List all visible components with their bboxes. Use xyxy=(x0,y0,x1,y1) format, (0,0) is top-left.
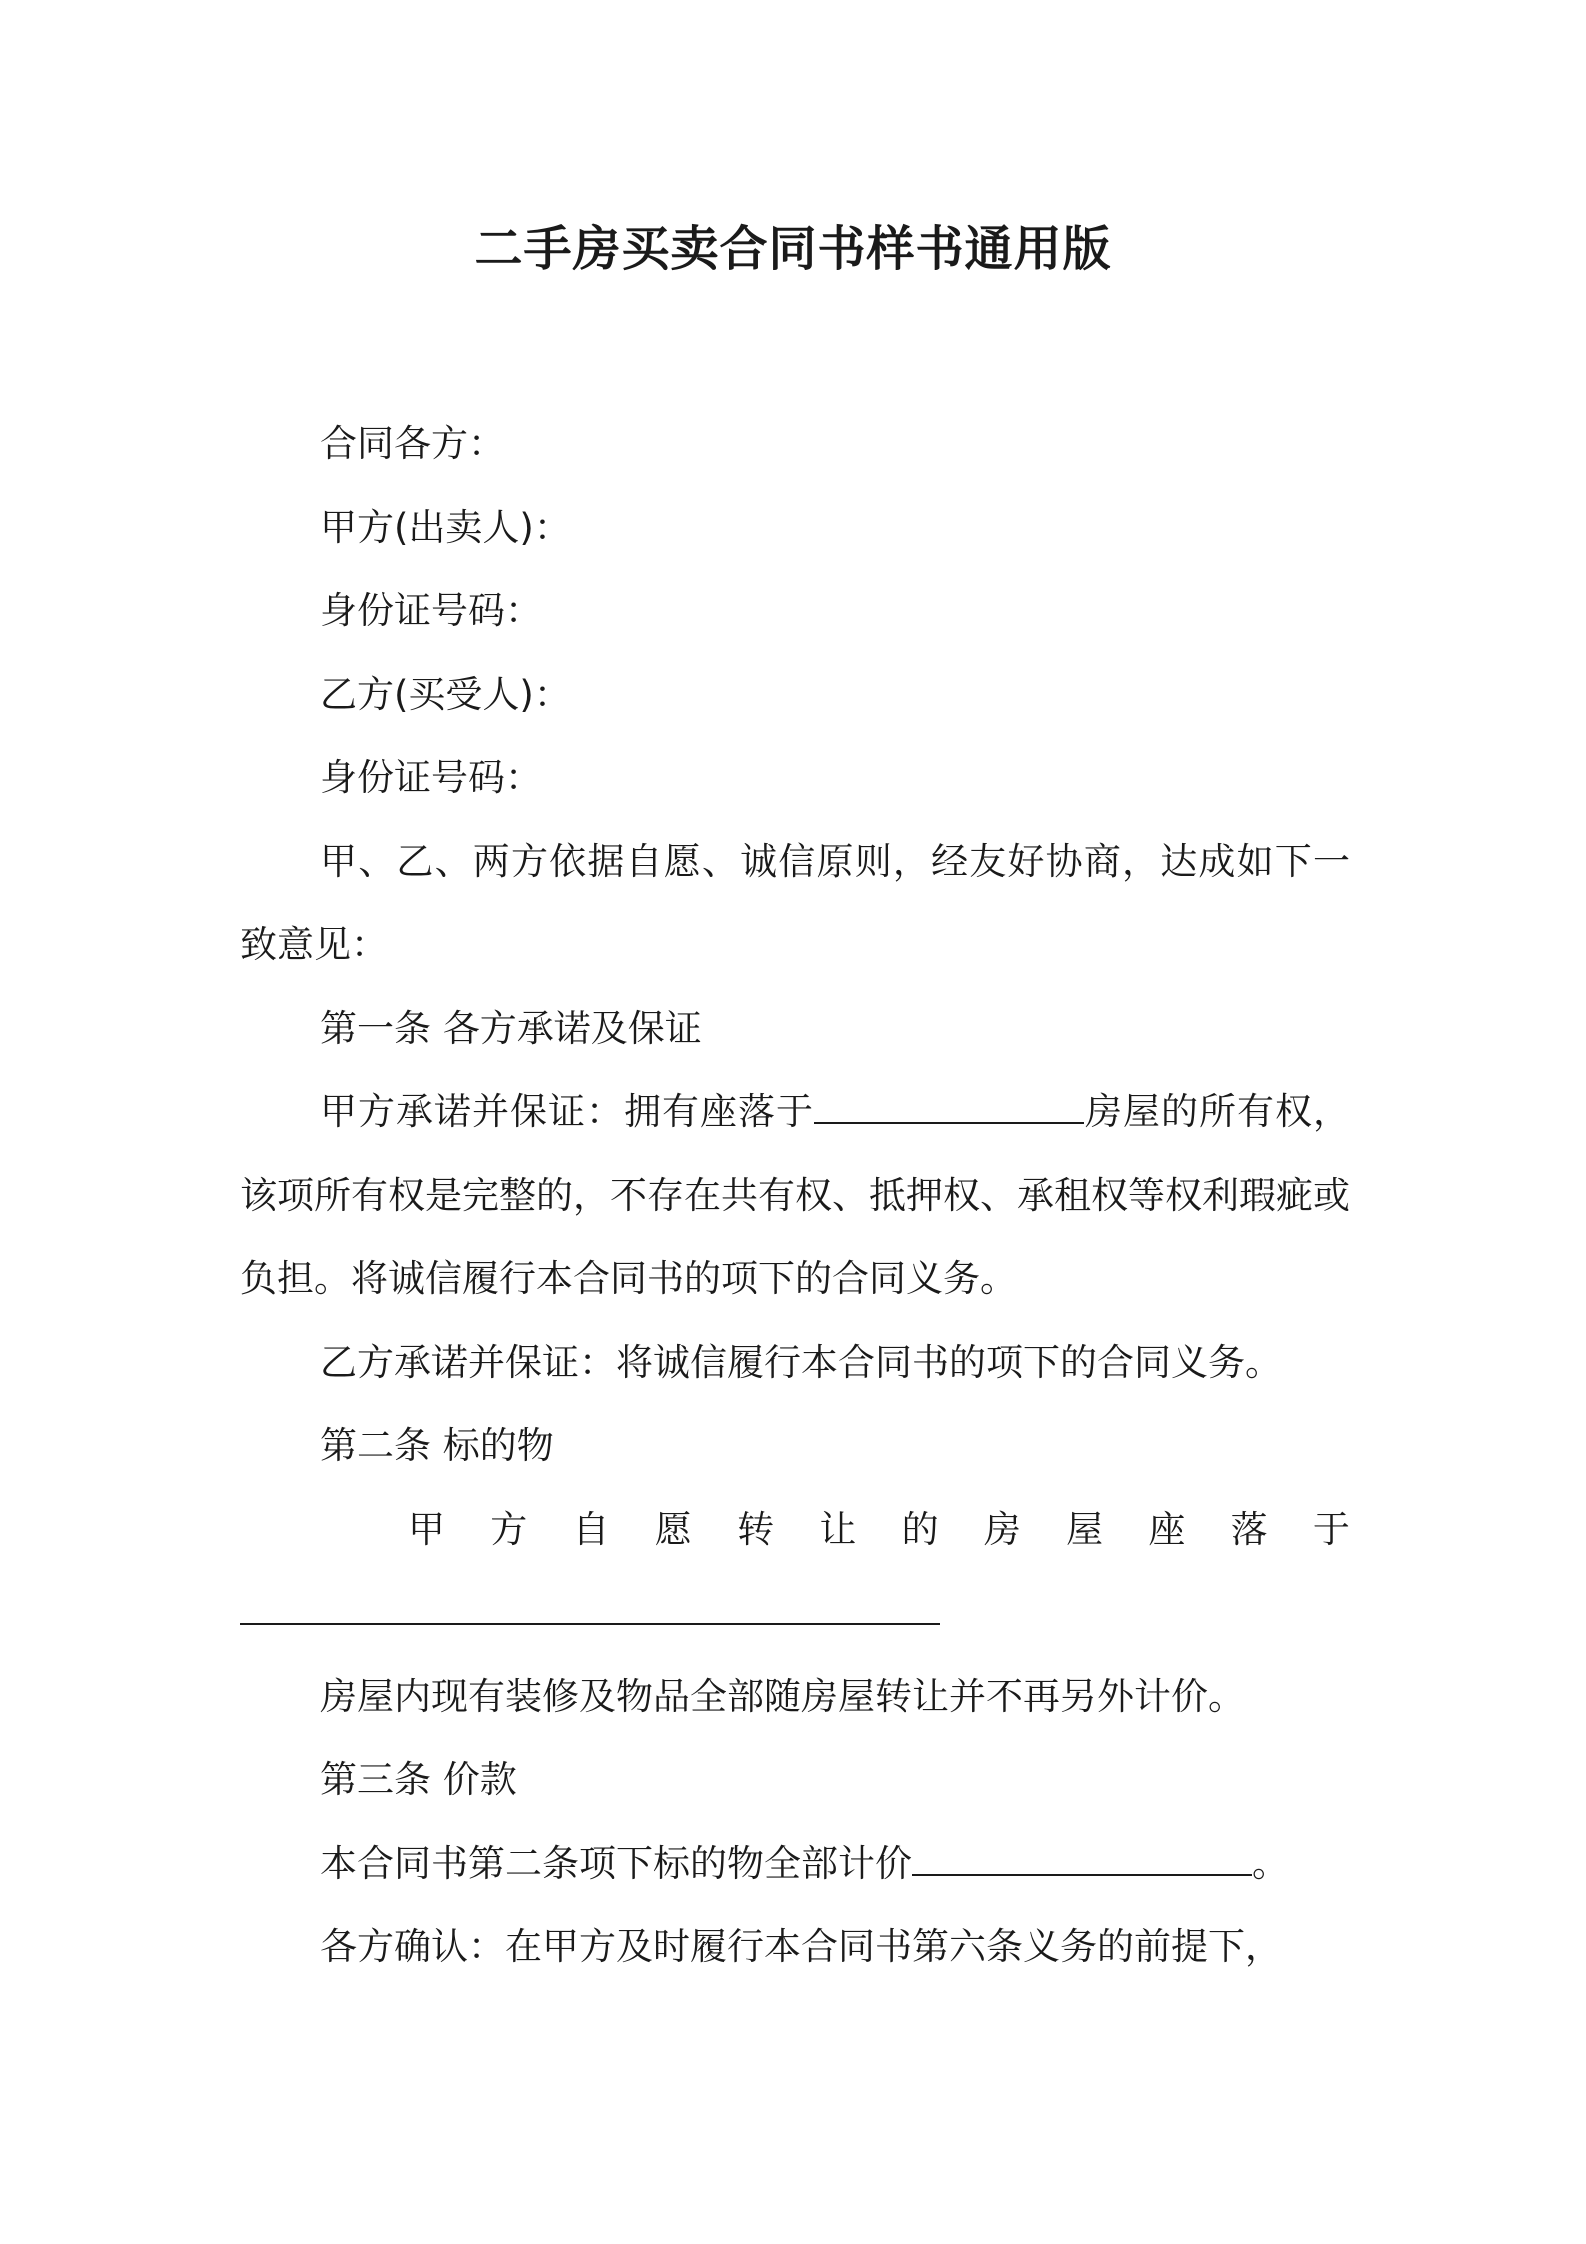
address-blank-rule xyxy=(240,1623,940,1625)
article-2-char: 转 xyxy=(737,1507,775,1551)
article-1-party-a-paragraph xyxy=(240,1070,1350,1321)
parties-heading: 合同各方： xyxy=(320,422,505,465)
article-1-party-b-paragraph: 乙方承诺并保证：将诚信履行本合同书的项下的合同义务。 xyxy=(320,1340,1282,1384)
article-2-char: 的 xyxy=(901,1507,939,1551)
document-body xyxy=(240,402,1350,1989)
article-2-title: 第二条 标的物 xyxy=(320,1424,554,1467)
article-3-title: 第三条 价款 xyxy=(320,1758,517,1801)
party-a-label: 甲方(出卖人)： xyxy=(320,505,571,549)
location-blank xyxy=(814,1092,1084,1124)
article-2-char: 让 xyxy=(819,1507,857,1551)
article-2-note: 房屋内现有装修及物品全部随房屋转让并不再另外计价。 xyxy=(320,1674,1245,1718)
article-3-confirm-paragraph: 各方确认：在甲方及时履行本合同书第六条义务的前提下， xyxy=(320,1925,1282,1968)
party-b-id-label: 身份证号码： xyxy=(320,756,542,799)
article-1-a-prefix: 甲方承诺并保证：拥有座落于 xyxy=(320,1090,814,1133)
article-2-char: 于 xyxy=(1312,1507,1350,1551)
article-3-price-prefix: 本合同书第二条项下标的物全部计价 xyxy=(320,1841,912,1885)
article-2-char: 座 xyxy=(1148,1507,1186,1551)
price-blank xyxy=(912,1844,1252,1876)
article-1-title: 第一条 各方承诺及保证 xyxy=(320,1006,702,1050)
article-3-price-suffix: 。 xyxy=(1252,1841,1289,1885)
article-3-price-paragraph xyxy=(240,1822,1350,1906)
party-b-label: 乙方(买受人)： xyxy=(320,672,571,716)
article-2-char: 自 xyxy=(572,1507,610,1551)
article-2-char: 愿 xyxy=(654,1507,692,1551)
article-2-char: 甲 xyxy=(408,1507,445,1551)
party-a-id-label: 身份证号码： xyxy=(320,589,542,632)
document-title: 二手房买卖合同书样书通用版 xyxy=(474,221,1112,277)
article-2-char: 屋 xyxy=(1066,1507,1104,1551)
article-2-spaced-line xyxy=(240,1488,1350,1572)
article-2-char: 房 xyxy=(983,1507,1021,1551)
article-2-char: 落 xyxy=(1230,1507,1268,1551)
preamble-paragraph: 甲、乙、两方依据自愿、诚信原则，经友好协商，达成如下一致意见： xyxy=(240,839,1350,966)
article-2-char: 方 xyxy=(490,1507,528,1551)
article-1-a-suffix: 房屋的所有权，该项所有权是完整的，不存在共有权、抵押权、承租权等权利瑕疵或负担。将诚信履行本合同书的项下的合同义务。 xyxy=(240,1090,1350,1300)
property-address-blank-line xyxy=(240,1571,1350,1655)
